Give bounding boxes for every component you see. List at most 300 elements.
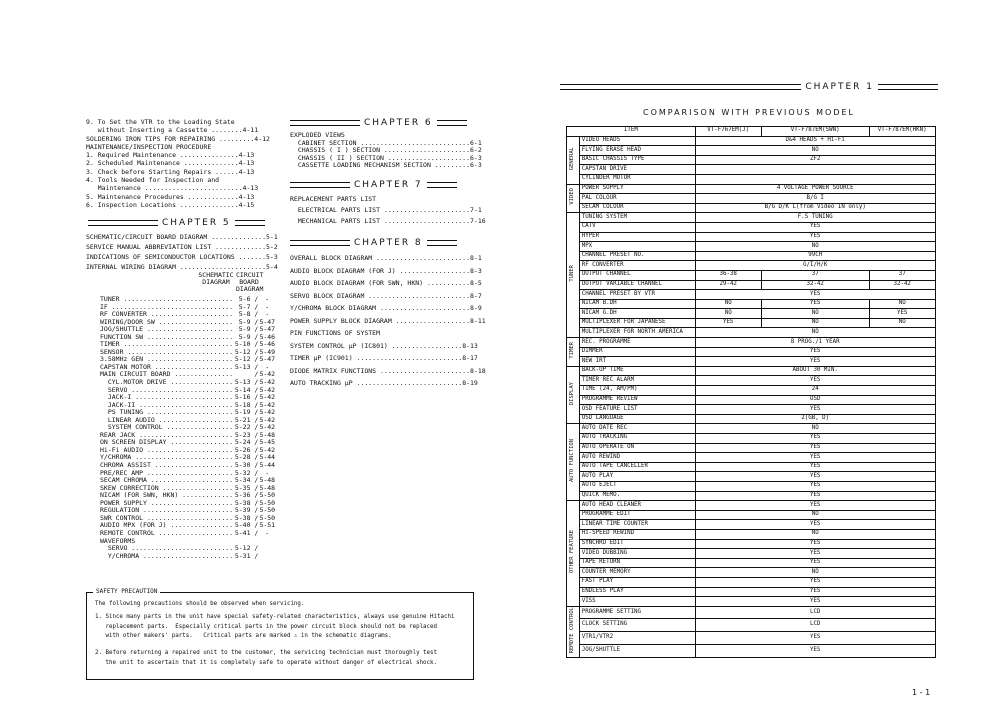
chapter5-row-label: CYL.MOTOR DRIVE ................ (100, 378, 234, 387)
row-value: YES (695, 462, 935, 472)
chapter5-item-page: 5-3 (266, 253, 278, 261)
chapter5-row-board: 5-49 (259, 347, 276, 356)
chapter5-row-schematic: 5-38 (234, 498, 251, 507)
row-value: F.S TUNING (695, 213, 935, 223)
group-label-text: TUNER (569, 265, 575, 282)
table-row (567, 270, 936, 280)
row-item: TUNING SYSTEM (579, 213, 695, 223)
header-model-j: VT-F767EM(J) (695, 127, 761, 137)
row-value: YES (695, 577, 935, 587)
chapter5-row-board: 5-47 (259, 325, 276, 334)
table-row (567, 632, 936, 645)
chapter5-row-sep: / (250, 551, 259, 560)
chapter5-row-schematic: 5-9 (238, 332, 251, 341)
table-row (567, 136, 936, 146)
row-value: YES (695, 376, 935, 386)
chapter5-title: CHAPTER 5 (162, 218, 231, 228)
group-label-text: AUTO FUNCTION (569, 438, 575, 482)
group-label (567, 136, 580, 184)
row-item: MULTIPLEXER FOR JAPANESE (579, 318, 695, 328)
chapter8-item-label: POWER SUPPLY BLOCK DIAGRAM ................... (290, 316, 471, 325)
row-item: DIMMER (579, 347, 695, 357)
group-label (567, 184, 580, 213)
chapter5-row-sep: / (250, 302, 259, 311)
chapter8-item (290, 327, 470, 340)
contents-item-page (232, 143, 276, 151)
chapter5-row-label: RF CONVERTER ..................... (100, 310, 234, 319)
row-item: CAPSTAN DRIVE (579, 165, 695, 175)
row-value: ABOUT 30 MIN. (695, 366, 935, 376)
chapter5-row-schematic: 5-9 (238, 317, 251, 326)
chapter5-row-label: WAVEFORMS (100, 536, 136, 545)
table-row (567, 414, 936, 424)
chapter5-row-sep: / (250, 476, 259, 485)
chapter5-row-label: SERVO .......................... (100, 385, 234, 394)
row-value: YES (695, 472, 935, 482)
row-value: NO (761, 318, 869, 328)
contents-item (86, 168, 276, 176)
table-row (567, 395, 936, 405)
table-row (567, 434, 936, 444)
chapter5-row-label: JACK-II ........................ (100, 400, 234, 409)
chapter5-row-label: JOG/SHUTTLE ...................... (100, 325, 234, 334)
chapter5-row-board: - (265, 302, 270, 311)
group-label-text: VIDEO (569, 188, 575, 205)
chapter5-row-schematic: 5-31 (234, 551, 251, 560)
chapter5-row-board (259, 553, 276, 561)
chapter5-row-schematic: 5-34 (234, 476, 251, 485)
chapter5-row-sep: / (250, 430, 259, 439)
row-item: AUTO PLAY (579, 472, 695, 482)
chapter6-item-page: 6-2 (470, 146, 482, 154)
row-item: CYLINDER MOTOR (579, 174, 695, 184)
chapter6-item-label: CASSETTE LOADING MECHANISM SECTION ......... (290, 161, 471, 169)
chapter5-row-sep: / (250, 362, 259, 371)
chapter8-item-label: AUDIO BLOCK DIAGRAM (FOR SWN, HKN) ........... (290, 279, 471, 287)
table-row (567, 347, 936, 357)
chapter5-item-label: SCHEMATIC/CIRCUIT BOARD DIAGRAM .............. (86, 233, 267, 241)
chapter7-list (290, 194, 486, 227)
chapter5-row-label: LINEAR AUDIO ................... (100, 415, 234, 424)
table-row (567, 194, 936, 204)
row-item: AUTO DATE REC (579, 424, 695, 434)
row-value: B/G D/K L(from Video IN only) (695, 203, 935, 213)
chapter5-row-board: 5-42 (259, 400, 276, 409)
chapter5-row-sep: / (250, 491, 259, 500)
table-row (567, 549, 936, 559)
chapter8-item (290, 302, 482, 315)
chapter5-row-label: POWER SUPPLY ..................... (100, 498, 234, 507)
row-value: G/I/H/K (695, 261, 935, 271)
chapter5-table-row (100, 553, 276, 561)
row-value: 32-42 (761, 280, 869, 290)
table-row (567, 232, 936, 242)
table-row (567, 529, 936, 539)
chapter8-item-page: 8-5 (470, 279, 482, 287)
chapter5-row-sep: / (250, 513, 259, 522)
chapter8-item (290, 265, 482, 278)
chapter5-row-label: SECAM CHROMA ..................... (100, 476, 234, 485)
chapter5-item-page: 5-4 (266, 263, 278, 271)
row-value: YES (695, 443, 935, 453)
group-label-text: TIMER (569, 341, 575, 359)
chapter8-item-label: SYSTEM CONTROL μP (IC801) .................. (290, 341, 463, 350)
group-label (567, 501, 580, 607)
row-item: CHANNEL PRESET BY VTR (579, 290, 695, 300)
chapter5-row-sep: / (250, 317, 259, 326)
chapter5-row-label: TUNER ............................ (100, 295, 234, 303)
chapter5-col-head: CIRCUIT BOARD DIAGRAM (236, 271, 264, 293)
chapter6-item-label: CABINET SECTION ............................ (290, 138, 471, 147)
chapter5-row-schematic: 5-35 (234, 483, 251, 492)
chapter5-row-sep: / (250, 332, 259, 341)
chapter8-item-label: PIN FUNCTIONS OF SYSTEM (290, 329, 381, 337)
row-item: SYNCHRO EDIT (579, 539, 695, 549)
table-row (567, 405, 936, 415)
chapter5-row-sep: / (250, 483, 259, 492)
chapter8-list (290, 252, 486, 390)
row-value: YES (695, 357, 935, 367)
chapter5-row-sep: / (250, 468, 259, 477)
group-label-text: DISPLAY (569, 381, 575, 405)
chapter5-item-page: 5-1 (266, 233, 278, 241)
row-value: NO (869, 318, 935, 328)
chapter5-row-sep: / (250, 400, 259, 409)
group-label (567, 366, 580, 424)
row-item: AUTO REWIND (579, 453, 695, 463)
row-value: NO (695, 328, 935, 338)
chapter5-row-schematic: 5-12 (234, 347, 251, 356)
chapter5-row-schematic: 5-7 (238, 302, 251, 311)
contents-item-label: 5. Maintenance Procedures ............. (86, 192, 239, 201)
chapter5-row-board: - (265, 468, 270, 477)
chapter5-row-sep: / (250, 340, 259, 349)
header-model-hkn: VT-F787EM(HKN) (869, 127, 935, 137)
row-item: OSD FEATURE LIST (579, 405, 695, 415)
chapter5-row-board: 5-45 (259, 438, 276, 447)
chapter8-item (290, 377, 478, 390)
table-row (567, 376, 936, 386)
row-item: VIDEO DUBBING (579, 549, 695, 559)
row-value: YES (695, 434, 935, 444)
row-value (695, 174, 935, 184)
contents-item-label: 9. To Set the VTR to the Loading State (86, 118, 235, 126)
row-value: YES (695, 318, 761, 328)
chapter7-item (290, 194, 470, 205)
chapter5-row-label: CAPSTAN MOTOR .................... (100, 362, 234, 371)
chapter6-item-label: CHASSIS ( I ) SECTION ...................... (290, 146, 471, 154)
contents-item-page (232, 176, 276, 184)
row-value: OSD (695, 395, 935, 405)
chapter5-row-sep: / (250, 393, 259, 402)
row-item: PROGRAMME EDIT (579, 510, 695, 520)
contents-item-page: 4-12 (254, 134, 270, 143)
top-contents (86, 118, 276, 209)
chapter5-row-label: SERVO .......................... (100, 544, 234, 553)
safety-intro: The following precautions should be observed when servicing. (95, 601, 305, 607)
chapter5-row-schematic: 5-40 (234, 521, 251, 530)
contents-item-page (235, 118, 276, 126)
chapter5-row-board: 5-46 (259, 332, 276, 341)
row-value: YES (695, 587, 935, 597)
row-value: NO (695, 510, 935, 520)
chapter5-row-board: 5-47 (259, 317, 276, 326)
contents-item-label: MAINTENANCE/INSPECTION PROCEDURE (86, 142, 212, 151)
row-value: 37 (761, 270, 869, 280)
table-row (567, 309, 936, 319)
row-item: CATV (579, 222, 695, 232)
chapter5-row-label: IF ............................... (100, 302, 234, 311)
chapter5-row-schematic: 5-23 (234, 430, 251, 439)
contents-item-label: Maintenance ......................... (86, 184, 243, 193)
chapter7-title: CHAPTER 7 (354, 180, 423, 190)
chapter8-item (290, 365, 486, 378)
table-row (567, 520, 936, 530)
chapter8-item-label: DIODE MATRIX FUNCTIONS ....................... (290, 366, 471, 375)
row-item: NEW IRT (579, 357, 695, 367)
table-row (567, 510, 936, 520)
chapter5-row-board: 5-50 (259, 498, 276, 507)
chapter7-item (290, 216, 486, 227)
chapter5-row-label: MAIN CIRCUIT BOARD ............... (100, 370, 234, 379)
chapter8-title: CHAPTER 8 (354, 238, 423, 248)
table-row (567, 481, 936, 491)
chapter5-col-head: SCHEMATIC DIAGRAM (198, 271, 234, 286)
row-item: TAPE RETURN (579, 558, 695, 568)
table-row (567, 462, 936, 472)
header-item: ITEM (567, 127, 696, 137)
contents-item (86, 118, 276, 126)
contents-item-page: 4-11 (242, 126, 259, 135)
chapter5-row-schematic: 5-18 (234, 400, 251, 409)
chapter5-row-label: 3.58MHz GEN ...................... (100, 355, 234, 364)
row-item: OUTPUT VARIABLE CHANNEL (579, 280, 695, 290)
row-item: OSD LANGUAGE (579, 414, 695, 424)
row-value: NO (869, 299, 935, 309)
chapter8-item-page: 8-9 (470, 304, 482, 312)
chapter5-row-schematic: 5-16 (234, 393, 251, 402)
chapter5-row-schematic: 5-30 (234, 461, 251, 470)
chapter7-item-page: 7-16 (470, 217, 486, 225)
table-row (567, 366, 936, 376)
contents-item-label: 4. Tools Needed for Inspection and (86, 176, 220, 185)
chapter8-item (290, 252, 482, 265)
table-row (567, 184, 936, 194)
chapter5-row-schematic: 5-26 (234, 445, 251, 454)
chapter6-item-page: 6-3 (470, 161, 482, 169)
row-value: 99CH (695, 251, 935, 261)
chapter5-row-schematic: 5-24 (234, 438, 251, 447)
row-value (695, 165, 935, 175)
row-item: OUTPUT CHANNEL (579, 270, 695, 280)
chapter5-item (86, 252, 276, 262)
row-value: YES (695, 501, 935, 511)
table-row (567, 146, 936, 156)
row-item: ENDLESS PLAY (579, 587, 695, 597)
chapter5-row-sep: / (250, 445, 259, 454)
table-row (567, 261, 936, 271)
contents-item (86, 176, 276, 184)
chapter5-row-schematic: 5-28 (234, 453, 251, 462)
chapter5-row-label: NICAM (FOR SWN, HKN) ............. (100, 491, 234, 500)
chapter5-row-sep: / (250, 325, 259, 334)
row-item: SECAM COLOUR (579, 203, 695, 213)
comparison-table (566, 126, 936, 658)
chapter6-item-page: 6-1 (470, 138, 482, 147)
chapter5-row-label: TIMER ............................ (100, 340, 234, 349)
chapter5-row-schematic: 5-36 (234, 491, 251, 500)
table-header-row (567, 127, 936, 137)
safety-box (86, 588, 474, 680)
group-label-text: GENERAL (569, 146, 575, 170)
chapter5-row-sep: / (250, 408, 259, 417)
row-value: YES (869, 309, 935, 319)
chapter5-row-board: 5-46 (259, 340, 276, 349)
chapter5-row-label: Y/CHROMA ....................... (100, 551, 234, 560)
chapter5-row-sep: / (250, 295, 259, 303)
row-value: YES (695, 491, 935, 501)
chapter5-row-label: SYSTEM CONTROL ................. (100, 423, 234, 432)
chapter5-row-schematic: 5-38 (234, 513, 251, 522)
group-label (567, 213, 580, 338)
table-row (567, 213, 936, 223)
row-value: ZF2 (695, 155, 935, 165)
chapter5-row-label: AUDIO MPX (FOR J) ................ (100, 521, 234, 530)
table-row (567, 155, 936, 165)
row-value: NO (695, 146, 935, 156)
contents-item-label: 2. Scheduled Maintenance .............. (86, 159, 239, 168)
chapter8-item-page: 8-7 (470, 291, 482, 300)
contents-item (86, 201, 276, 209)
chapter8-item-page: 8-11 (470, 316, 486, 325)
chapter5-row-board: 5-42 (259, 385, 276, 394)
row-item: COUNTER MEMORY (579, 568, 695, 578)
row-item: AUTO TRACKING (579, 434, 695, 444)
chapter5-row-label: SWR CONTROL ...................... (100, 513, 234, 522)
row-value: YES (695, 347, 935, 357)
chapter5-row-sep: / (250, 310, 259, 319)
chapter1-title: CHAPTER 1 (805, 82, 874, 92)
row-item: MULTIPLEXER FOR NORTH AMERICA (579, 328, 695, 338)
chapter5-row-schematic: 5-9 (238, 325, 251, 334)
row-item: JOG/SHUTTLE (579, 644, 695, 657)
chapter8-item-page: 8-19 (462, 379, 478, 387)
chapter6-item-page: 6-3 (470, 153, 482, 162)
comparison-heading: COMPARISON WITH PREVIOUS MODEL (642, 108, 856, 117)
chapter5-row-label: REAR JACK ........................ (100, 430, 234, 439)
chapter8-item-page: 8-13 (462, 341, 478, 350)
row-value: YES (695, 405, 935, 415)
row-item: QUICK MEMO. (579, 491, 695, 501)
chapter5-row-schematic: 5-41 (234, 528, 251, 537)
group-label-text: OTHER FEATURE (569, 530, 575, 574)
chapter8-item-label: AUTO TRACKING μP ........................... (290, 379, 463, 387)
contents-item-page: 4-15 (238, 200, 255, 209)
chapter5-row-schematic: 5-19 (234, 408, 251, 417)
row-value: 8 PROG./1 YEAR (695, 338, 935, 348)
chapter5-heading (88, 218, 278, 228)
contents-item (86, 159, 276, 167)
table-row (567, 280, 936, 290)
row-item: AUTO OPERATE ON (579, 443, 695, 453)
chapter5-row-board: 5-48 (259, 476, 276, 485)
row-value: YES (695, 290, 935, 300)
row-value: 4 VOLTAGE POWER SOURCE (695, 184, 935, 194)
row-item: PROGRAMME REVIEW (579, 395, 695, 405)
chapter5-row-label: PRE/REC AMP ...................... (100, 468, 234, 477)
chapter5-row-sep: / (250, 378, 259, 387)
chapter5-row-label: SENSOR ........................... (100, 347, 234, 356)
chapter5-row-board: 5-42 (259, 445, 276, 454)
table-row (567, 203, 936, 213)
chapter8-heading (290, 238, 470, 248)
row-item: CHANNEL PRESET NO. (579, 251, 695, 261)
row-value: YES (695, 597, 935, 607)
table-row (567, 472, 936, 482)
contents-item (86, 151, 276, 159)
table-row (567, 338, 936, 348)
table-row (567, 318, 936, 328)
chapter5-row-board: 5-42 (259, 393, 276, 402)
chapter8-item (290, 352, 478, 365)
safety-paragraph-2: 2. Before returning a repaired unit to the customer, the servicing technician must thoroughly test the unit to ascertain that it is completely safe to operate without danger of electrical shock. (95, 650, 438, 666)
chapter5-row-label: WIRING/DOOR SW ................... (100, 317, 234, 326)
contents-item-label: 1. Required Maintenance ............... (86, 151, 239, 160)
chapter8-item-page: 8-3 (470, 266, 482, 275)
chapter5-row-sep: / (250, 370, 259, 379)
safety-paragraph-1: 1. Since many parts in the unit have special safety-related characteristics, always use genuine Hitachi replacement parts. Especially critical parts in the power circuit block should not be replaced with other makers' parts. Critical parts are marked ⚠ in the schematic diagrams. (95, 614, 455, 639)
chapter5-row-sep: / (250, 355, 259, 364)
row-item: AUTO TAPE CANCELLER (579, 462, 695, 472)
chapter5-row-board: 5-51 (259, 521, 276, 530)
chapter5-row-board: 5-50 (259, 506, 276, 515)
table-row (567, 222, 936, 232)
chapter5-row-label: Hi-Fi AUDIO ...................... (100, 445, 234, 454)
chapter5-row-sep: / (250, 506, 259, 515)
table-row (567, 558, 936, 568)
chapter5-row-board: 5-44 (259, 461, 276, 470)
chapter5-row-board: 5-42 (259, 423, 276, 432)
row-value: YES (761, 299, 869, 309)
chapter5-row-board: - (265, 528, 270, 537)
row-value: NO (695, 424, 935, 434)
chapter5-row-label: JACK-I ......................... (100, 393, 234, 402)
chapter5-row-board: 5-50 (259, 513, 276, 522)
chapter8-item-page: 8-1 (470, 254, 482, 262)
chapter8-item (290, 290, 482, 303)
row-value: 36-38 (695, 270, 761, 280)
table-row (567, 644, 936, 657)
chapter6-item-label: CHASSIS ( II ) SECTION ..................... (290, 153, 471, 162)
chapter5-row-schematic: 5-10 (234, 340, 251, 349)
contents-item (86, 193, 276, 201)
contents-item-page: 4-13 (238, 192, 255, 201)
chapter8-item-page: 8-17 (462, 354, 478, 362)
group-label (567, 338, 580, 367)
chapter6-list (290, 131, 482, 170)
chapter7-item (290, 205, 482, 216)
chapter6-item-label: EXPLODED VIEWS (290, 131, 345, 139)
row-value: NO (695, 242, 935, 252)
table-row (567, 386, 936, 396)
chapter5-row-sep: / (250, 453, 259, 462)
row-item: NICAM G.DH (579, 309, 695, 319)
chapter5-row-sep: / (250, 423, 259, 432)
row-value: NO (695, 299, 761, 309)
table-row (567, 424, 936, 434)
chapter8-item (290, 277, 482, 290)
page-number: 1 - 1 (912, 688, 931, 697)
